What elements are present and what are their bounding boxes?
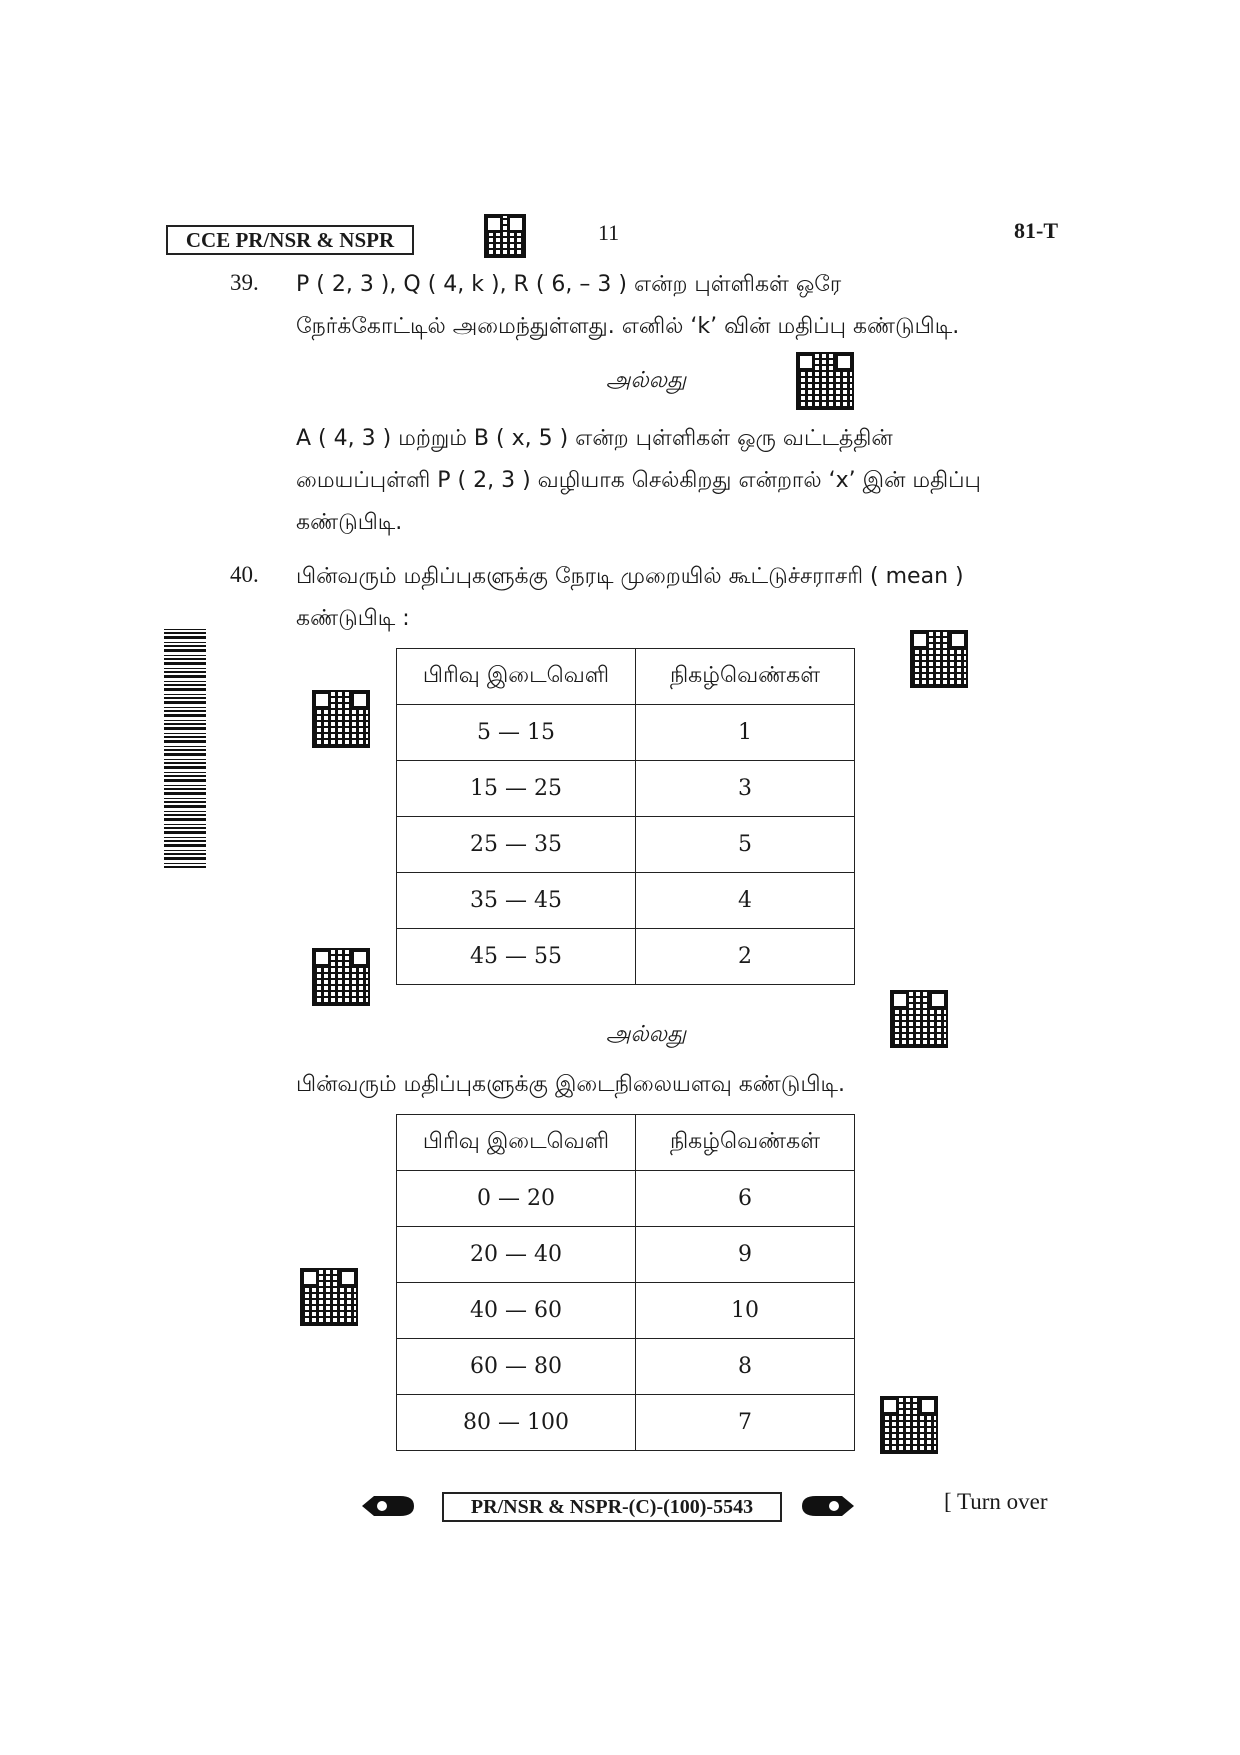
column-header-class-interval: பிரிவு இடைவெளி [397,1115,636,1171]
question-39-line-1: P ( 2, 3 ), Q ( 4, k ), R ( 6, – 3 ) என்ற புள்ளிகள் ஒரே [296,272,842,297]
column-header-frequency: நிகழ்வெண்கள் [636,649,855,705]
footer-code-box: PR/NSR & NSPR-(C)-(100)-5543 [442,1492,782,1522]
right-ornament-icon [800,1492,856,1520]
question-39-alternative-text [296,418,1074,544]
question-40-text [296,556,1074,640]
question-39-alt-line-1: A ( 4, 3 ) மற்றும் B ( x, 5 ) என்ற புள்ளிகள் ஒரு வட்டத்தின் [296,426,893,451]
qr-code-icon [300,1268,358,1326]
or-separator-39: அல்லது [606,368,687,393]
table-row [397,1395,855,1451]
table-row [397,1283,855,1339]
qr-code-icon [910,630,968,688]
frequency-cell: 10 [636,1283,855,1339]
frequency-cell: 5 [636,817,855,873]
question-40-line-1: பின்வரும் மதிப்புகளுக்கு நேரடி முறையில் கூட்டுச்சராசரி ( mean ) [296,564,964,589]
class-interval-cell: 80 — 100 [397,1395,636,1451]
class-interval-cell: 15 — 25 [397,761,636,817]
table-row [397,761,855,817]
class-interval-cell: 25 — 35 [397,817,636,873]
qr-code-icon [484,214,526,258]
or-separator-40: அல்லது [606,1022,687,1047]
table-row [397,817,855,873]
frequency-cell: 6 [636,1171,855,1227]
frequency-cell: 2 [636,929,855,985]
table-row [397,929,855,985]
class-interval-cell: 20 — 40 [397,1227,636,1283]
column-header-frequency: நிகழ்வெண்கள் [636,1115,855,1171]
question-number-40: 40. [230,562,259,587]
class-interval-cell: 40 — 60 [397,1283,636,1339]
question-number-39: 39. [230,270,259,295]
barcode-icon [164,628,206,868]
question-39-alt-line-2: மையப்புள்ளி P ( 2, 3 ) வழியாக செல்கிறது என்றால் ‘x’ இன் மதிப்பு [296,468,981,493]
table-row [397,1339,855,1395]
qr-code-icon [796,352,854,410]
question-40-line-2: கண்டுபிடி : [296,606,410,631]
qr-code-icon [312,690,370,748]
column-header-class-interval: பிரிவு இடைவெளி [397,649,636,705]
frequency-cell: 1 [636,705,855,761]
paper-code: 81-T [1014,218,1058,243]
table-row [397,1171,855,1227]
header-subject-box: CCE PR/NSR & NSPR [166,225,414,255]
question-39-alt-line-3: கண்டுபிடி. [296,510,403,535]
class-interval-cell: 35 — 45 [397,873,636,929]
frequency-table-median [396,1114,855,1451]
frequency-cell: 8 [636,1339,855,1395]
frequency-cell: 4 [636,873,855,929]
qr-code-icon [880,1396,938,1454]
table-row [397,705,855,761]
table-header-row [397,1115,855,1171]
table-row [397,1227,855,1283]
class-interval-cell: 5 — 15 [397,705,636,761]
frequency-cell: 7 [636,1395,855,1451]
left-ornament-icon [360,1492,416,1520]
question-39-text [296,264,1074,348]
page-number: 11 [598,220,620,245]
frequency-cell: 9 [636,1227,855,1283]
class-interval-cell: 45 — 55 [397,929,636,985]
class-interval-cell: 60 — 80 [397,1339,636,1395]
table-header-row [397,649,855,705]
class-interval-cell: 0 — 20 [397,1171,636,1227]
question-40-alt-line-1: பின்வரும் மதிப்புகளுக்கு இடைநிலையளவு கண்டுபிடி. [296,1072,846,1097]
qr-code-icon [890,990,948,1048]
turn-over-text: [ Turn over [944,1489,1048,1514]
qr-code-icon [312,948,370,1006]
frequency-table-mean [396,648,855,985]
frequency-cell: 3 [636,761,855,817]
table-row [397,873,855,929]
question-39-line-2: நேர்க்கோட்டில் அமைந்துள்ளது. எனில் ‘k’ வின் மதிப்பு கண்டுபிடி. [296,314,960,339]
